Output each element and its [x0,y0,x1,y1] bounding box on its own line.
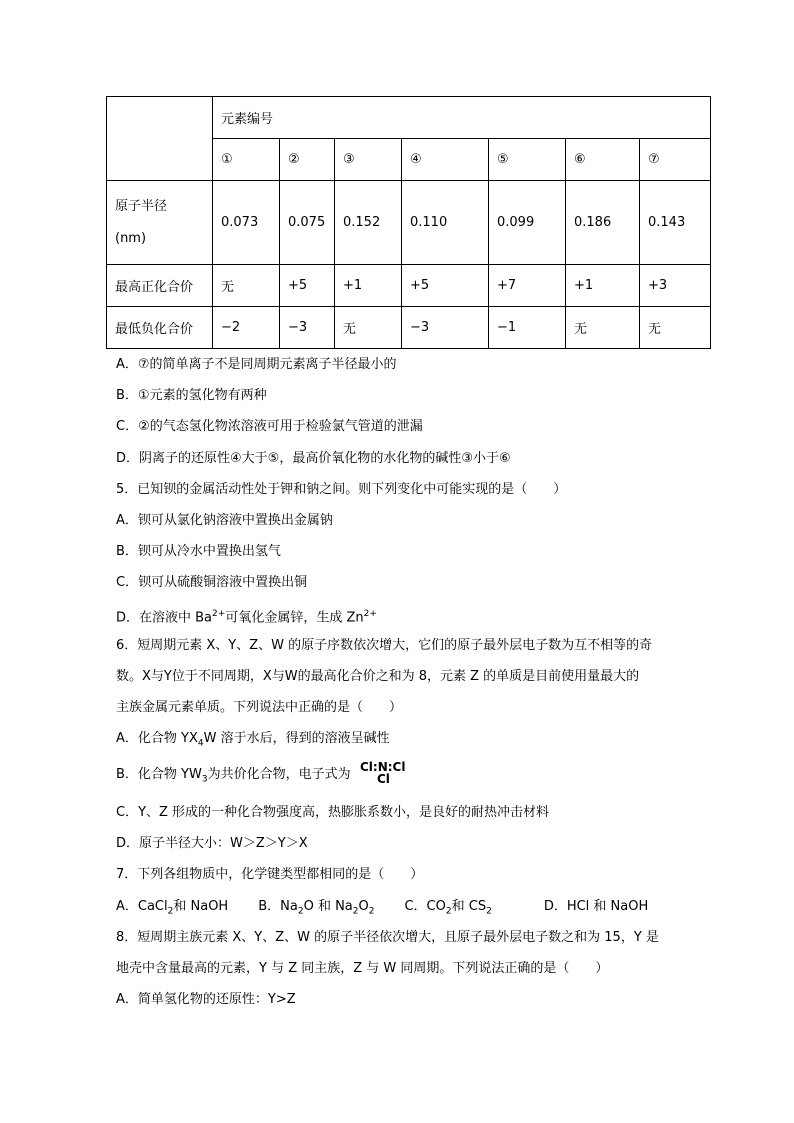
q6-b-text2: 为共价化合物，电子式为 [207,767,351,782]
radius-cell: 0.099 [489,181,566,265]
electron-dot-top: Cl:N:Cl [360,760,406,774]
q6-option-b [116,765,351,790]
q7-b-text1: B．Na [258,899,298,914]
radius-label-line1: 原子半径 [115,198,168,214]
radius-cell: 0.110 [402,181,489,265]
q7-a-text1: A．CaCl [116,899,168,914]
q5-stem: 5．已知钡的金属活动性处于钾和钠之间。则下列变化中可能实现的是（ ） [116,482,567,497]
q6-option-d: D．原子半径大小：W＞Z＞Y＞X [116,836,308,851]
q7-b-text2: O 和 Na [303,899,353,914]
max-positive-cell: +1 [335,265,402,307]
q6-stem-line3: 主族金属元素单质。下列说法中正确的是（ ） [116,700,403,715]
q5-d-text1: D．在溶液中 Ba [116,610,213,626]
q8-option-a: A．简单氢化物的还原性：Y>Z [116,992,296,1007]
q6-b-text1: B．化合物 YW [116,767,202,782]
q5-option-b: B．钡可从冷水中置换出氢气 [116,544,281,559]
q4-option-a: A．⑦的简单离子不是同周期元素离子半径最小的 [116,357,397,372]
q8-stem-line1: 8．短周期主族元素 X、Y、Z、W 的原子半径依次增大，且原子最外层电子数之和为 15，Y 是 [116,930,659,945]
q4-option-b: B．①元素的氢化物有两种 [116,388,267,403]
max-positive-cell: +5 [280,265,335,307]
min-negative-label: 最低负化合价 [107,307,213,349]
radius-cell: 0.143 [640,181,711,265]
q8-stem-line2: 地壳中含量最高的元素，Y 与 Z 同主族，Z 与 W 同周期。下列说法正确的是（ ） [116,961,609,976]
radius-label-line2: (nm) [115,230,147,246]
max-positive-cell: +5 [402,265,489,307]
table-header-label: 元素编号 [213,97,711,139]
radius-cell: 0.075 [280,181,335,265]
radius-cell: 0.186 [566,181,640,265]
q5-option-c: C．钡可从硫酸铜溶液中置换出铜 [116,575,308,590]
electron-dot-formula [360,761,405,785]
q6-stem-line1: 6．短周期元素 X、Y、Z、W 的原子序数依次增大，它们的原子最外层电子数为互不相等的奇 [116,638,653,653]
q7-a-sub: 2 [167,906,174,917]
element-id-4: ④ [402,139,489,181]
electron-dot-bottom: Cl [377,772,390,786]
element-id-6: ⑥ [566,139,640,181]
q7-b-sub1: 2 [297,906,304,917]
q7-stem: 7．下列各组物质中，化学键类型都相同的是（ ） [116,867,424,882]
max-positive-cell: 无 [213,265,280,307]
max-positive-cell: +3 [640,265,711,307]
min-negative-cell: 无 [566,307,640,349]
element-id-2: ② [280,139,335,181]
q6-a-text2: W 溶于水后，得到的溶液呈碱性 [203,731,390,746]
q7-c-sub1: 2 [445,906,452,917]
q7-options [116,897,648,922]
q5-d-text2: 可氧化金属锌，生成 Zn [225,610,364,626]
q7-option-a [116,899,229,917]
element-table [106,96,711,349]
element-id-1: ① [213,139,280,181]
max-positive-cell: +7 [489,265,566,307]
q7-c-sub2: 2 [486,906,492,917]
q7-a-text2: 和 NaOH [173,899,229,914]
radius-row-label [107,181,213,265]
q4-option-d: D．阴离子的还原性④大于⑤，最高价氧化物的水化物的碱性③小于⑥ [116,451,511,466]
q7-option-d: D．HCl 和 NaOH [543,899,649,914]
q7-c-text2: 和 CS [451,899,487,914]
max-positive-cell: +1 [566,265,640,307]
min-negative-cell: −3 [402,307,489,349]
element-id-3: ③ [335,139,402,181]
q6-option-a [116,729,390,754]
q7-b-text3: O [358,899,369,914]
radius-cell: 0.152 [335,181,402,265]
element-id-5: ⑤ [489,139,566,181]
q4-option-c: C．②的气态氢化物浓溶液可用于检验氯气管道的泄漏 [116,419,423,434]
q5-option-a: A．钡可从氯化钠溶液中置换出金属钠 [116,513,333,528]
min-negative-cell: 无 [640,307,711,349]
q7-b-sub3: 2 [368,906,375,917]
min-negative-cell: −3 [280,307,335,349]
q7-option-c [404,899,492,917]
element-id-7: ⑦ [640,139,711,181]
q7-option-b [258,899,375,917]
q5-d-charge1: 2+ [212,609,226,619]
q5-d-charge2: 2+ [363,609,377,619]
max-positive-label: 最高正化合价 [107,265,213,307]
min-negative-cell: −1 [489,307,566,349]
q6-a-text1: A．化合物 YX [116,731,198,746]
min-negative-cell: −2 [213,307,280,349]
table-corner-cell [107,97,213,181]
min-negative-cell: 无 [335,307,402,349]
q6-stem-line2: 数。X与Y位于不同周期，X与W的最高化合价之和为 8，元素 Z 的单质是目前使用量最大的 [116,669,640,684]
q6-option-c: C．Y、Z 形成的一种化合物强度高，热膨胀系数小，是良好的耐热冲击材料 [116,805,550,820]
q6-a-subscript: 4 [197,738,204,749]
radius-cell: 0.073 [213,181,280,265]
q5-option-d [116,604,377,628]
q6-b-subscript: 3 [201,774,208,785]
q7-b-sub2: 2 [352,906,359,917]
q7-c-text1: C．CO [404,899,446,914]
